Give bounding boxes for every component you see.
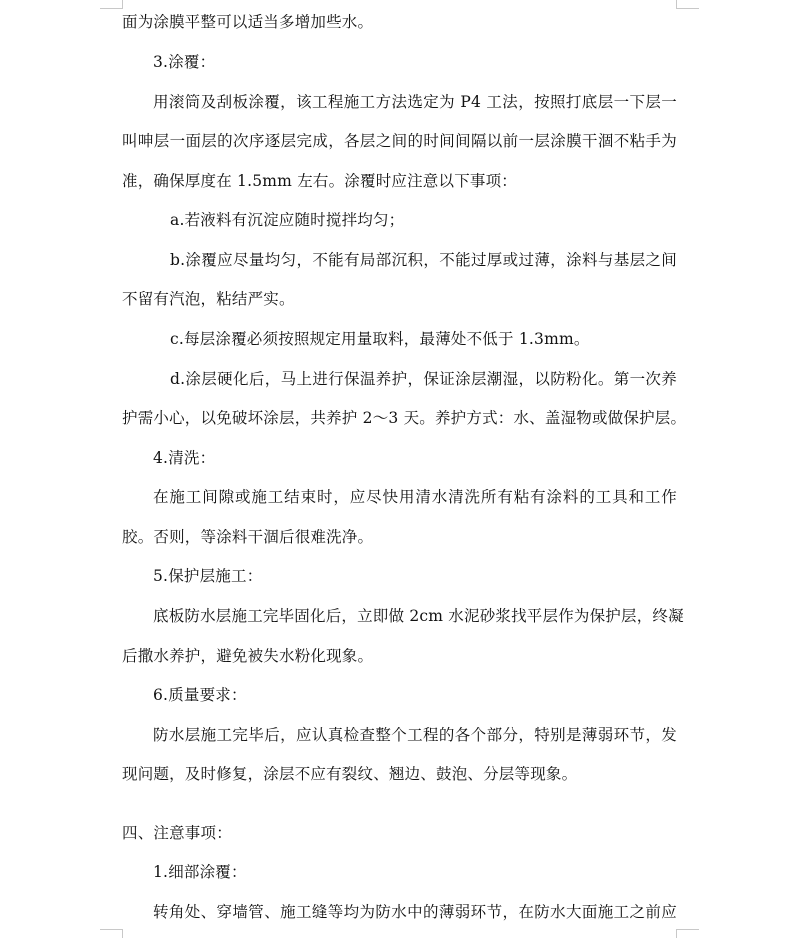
paragraph-line: 面为涂膜平整可以适当多增加些水。 [122, 13, 374, 31]
paragraph-line: 现问题，及时修复，涂层不应有裂纹、翘边、鼓泡、分层等现象。 [122, 765, 578, 783]
paragraph-line: 不留有汽泡，粘结严实。 [122, 290, 295, 308]
paragraph-line: 胶。否则，等涂料干涸后很难洗净。 [122, 528, 374, 546]
list-item: c.每层涂覆必须按照规定用量取料，最薄处不低于 1.3mm。 [170, 330, 590, 348]
paragraph-line: 准，确保厚度在 1.5mm 左右。涂覆时应注意以下事项： [122, 172, 518, 190]
section-heading: 4.清洗： [153, 449, 216, 467]
paragraph-line: 底板防水层施工完毕固化后，立即做 2cm 水泥砂浆找平层作为保护层，终凝 [153, 607, 684, 625]
list-item: b.涂覆应尽量均匀，不能有局部沉积，不能过厚或过薄，涂料与基层之间 [170, 251, 677, 269]
paragraph-line: 用滚筒及刮板涂覆，该工程施工方法选定为 P4 工法，按照打底层一下层一 [153, 93, 677, 111]
section-heading: 6.质量要求： [153, 686, 247, 704]
list-item: d.涂层硬化后，马上进行保温养护，保证涂层潮湿，以防粉化。第一次养 [170, 370, 677, 388]
section-heading: 3.涂覆： [153, 53, 216, 71]
section-heading: 5.保护层施工： [153, 567, 263, 585]
page-corner-mark-top-right [676, 0, 699, 9]
page-corner-mark-top-left [100, 0, 123, 9]
chapter-heading: 四、注意事项： [122, 824, 232, 842]
paragraph-line: 在施工间隙或施工结束时，应尽快用清水清洗所有粘有涂料的工具和工作 [153, 488, 677, 506]
paragraph-line: 防水层施工完毕后，应认真检查整个工程的各个部分，特别是薄弱环节，发 [153, 726, 677, 744]
list-item: a.若液料有沉淀应随时搅拌均匀； [170, 211, 405, 229]
section-heading: 1.细部涂覆： [153, 863, 247, 881]
paragraph-line: 护需小心，以免破坏涂层，共养护 2～3 天。养护方式：水、盖湿物或做保护层。 [122, 409, 687, 427]
paragraph-line: 转角处、穿墙管、施工缝等均为防水中的薄弱环节，在防水大面施工之前应 [153, 903, 677, 921]
paragraph-line: 叫呻层一面层的次序逐层完成，各层之间的时间间隔以前一层涂膜干涸不粘手为 [122, 132, 677, 150]
paragraph-line: 后撒水养护，避免被失水粉化现象。 [122, 647, 374, 665]
